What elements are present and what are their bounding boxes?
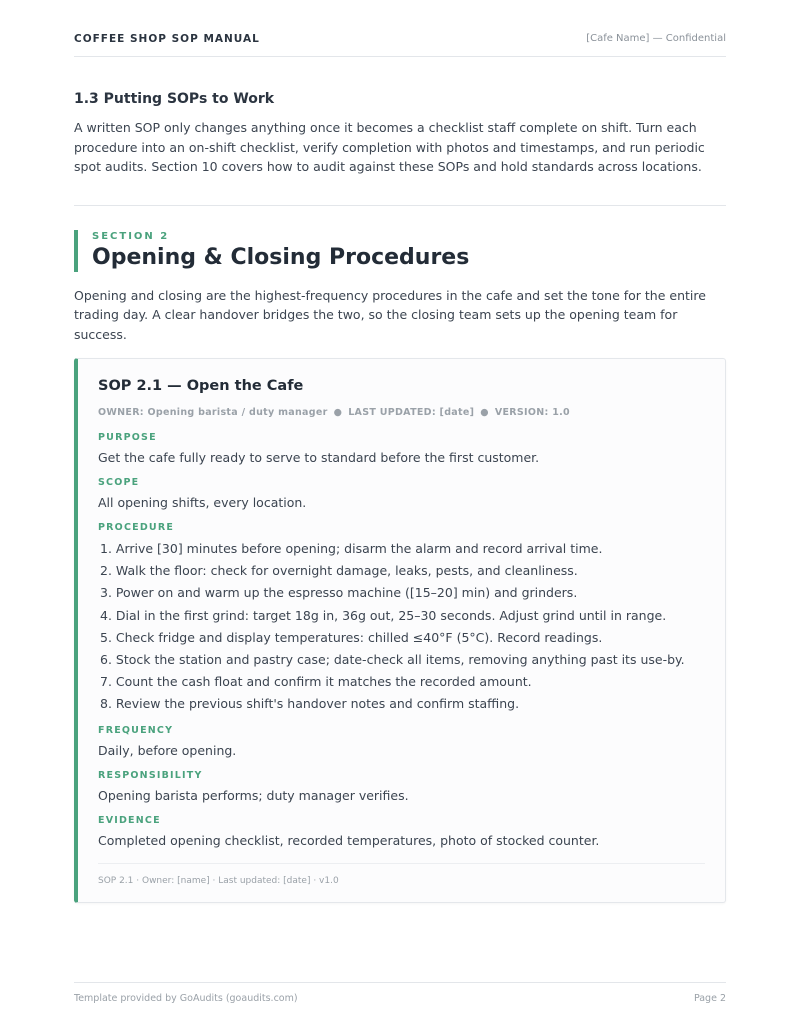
page-header — [74, 28, 726, 57]
procedure-step: 3. Power on and warm up the espresso machine ([15–20] min) and grinders. — [100, 585, 578, 601]
subsection-body: A written SOP only changes anything once it becomes a checklist staff complete on shift. Turn each procedure into an on-shift checklist, verify completion with photos and timestamps, and run periodic spot audits. Section 10 covers how to audit against these SOPs and hold standards across locations. — [74, 120, 705, 174]
sop-last-updated: LAST UPDATED: [date] — [348, 407, 475, 418]
sop-title: SOP 2.1 — Open the Cafe — [98, 378, 304, 394]
document-title: COFFEE SHOP SOP MANUAL — [74, 33, 260, 45]
evidence-label: EVIDENCE — [98, 814, 161, 826]
procedure-step: 8. Review the previous shift's handover notes and confirm staffing. — [100, 696, 520, 712]
subsection-title: 1.3 Putting SOPs to Work — [74, 91, 275, 107]
template-credit: Template provided by GoAudits (goaudits.com) — [74, 993, 298, 1004]
scope-label: SCOPE — [98, 477, 140, 488]
procedure-step: 7. Count the cash float and confirm it matches the recorded amount. — [100, 674, 532, 690]
sop-meta — [98, 405, 705, 421]
sop-card-footer: SOP 2.1 · Owner: [name] · Last updated: [date] · v1.0 — [98, 863, 705, 888]
section-heading — [74, 230, 726, 272]
procedure-step: 5. Check fridge and display temperatures: chilled ≤40°F (5°C). Record readings. — [100, 629, 603, 645]
evidence-text: Completed opening checklist, recorded temperatures, photo of stocked counter. — [98, 832, 600, 848]
section-eyebrow: SECTION 2 — [92, 230, 170, 242]
purpose-text: Get the cafe fully ready to serve to standard before the first customer. — [98, 450, 540, 465]
procedure-step: 4. Dial in the first grind: target 18g in, 36g out, 25–30 seconds. Adjust grind until in range. — [100, 607, 667, 623]
page-content — [74, 88, 726, 903]
meta-separator-icon: ● — [333, 407, 343, 418]
meta-separator-icon: ● — [480, 407, 489, 418]
confidential-label: [Cafe Name] — Confidential — [586, 33, 726, 44]
frequency-label: FREQUENCY — [98, 724, 174, 736]
section-intro: Opening and closing are the highest-frequency procedures in the cafe and set the tone for the entire trading day. A clear handover bridges the two, so the closing team sets up the opening team for success. — [74, 287, 706, 342]
responsibility-label: RESPONSIBILITY — [98, 769, 203, 781]
section-divider — [74, 205, 726, 206]
sop-card — [74, 358, 726, 903]
frequency-text: Daily, before opening. — [98, 742, 237, 758]
section-title: Opening & Closing Procedures — [92, 244, 470, 270]
purpose-label: PURPOSE — [98, 432, 157, 443]
procedure-step: 1. Arrive [30] minutes before opening; disarm the alarm and record arrival time. — [100, 541, 603, 556]
responsibility-text: Opening barista performs; duty manager verifies. — [98, 787, 409, 803]
procedure-steps — [98, 538, 705, 716]
scope-text: All opening shifts, every location. — [98, 495, 307, 510]
page-footer — [74, 982, 726, 1004]
sop-version: VERSION: 1.0 — [494, 407, 570, 418]
page-number: Page 2 — [693, 993, 726, 1004]
procedure-step: 6. Stock the station and pastry case; date-check all items, removing anything past its use-by. — [100, 652, 685, 668]
procedure-step: 2. Walk the floor: check for overnight damage, leaks, pests, and cleanliness. — [100, 563, 578, 579]
sop-owner: OWNER: Opening barista / duty manager — [98, 407, 328, 418]
procedure-label: PROCEDURE — [98, 522, 175, 533]
